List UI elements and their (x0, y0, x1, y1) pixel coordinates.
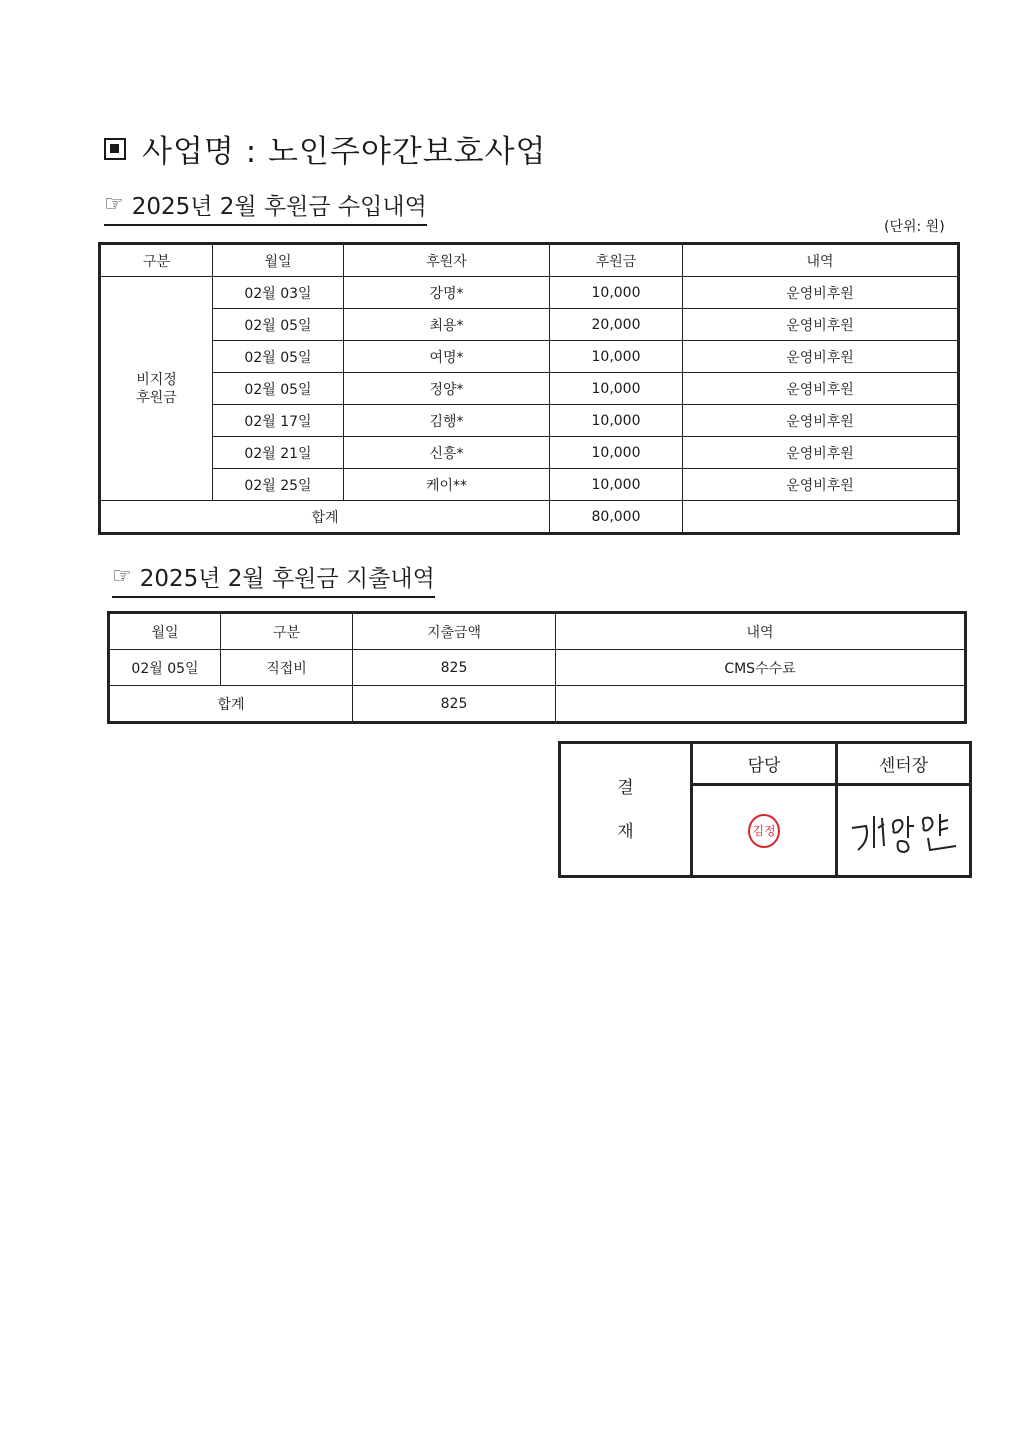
header-amount: 지출금액 (353, 613, 556, 650)
table-row (100, 277, 959, 309)
expense-table (107, 611, 967, 724)
page-title (104, 126, 547, 171)
total-label: 합계 (109, 686, 353, 723)
table-row (100, 405, 959, 437)
cell-date: 02월 05일 (109, 650, 221, 686)
table-row (100, 469, 959, 501)
income-header-row (100, 244, 959, 277)
total-row (109, 686, 966, 723)
cell-category: 직접비 (221, 650, 353, 686)
cell-detail: 운영비후원 (683, 373, 959, 405)
cell-category: 비지정 후원금 (100, 277, 213, 501)
approval-col-director: 센터장 (837, 743, 971, 785)
income-heading-text: 2025년 2월 후원금 수입내역 (131, 194, 427, 220)
handwritten-signature (844, 806, 964, 856)
header-category: 구분 (100, 244, 213, 277)
total-amount: 80,000 (550, 501, 683, 534)
expense-heading-text: 2025년 2월 후원금 지출내역 (139, 566, 435, 592)
income-section-heading (104, 188, 427, 226)
header-donor: 후원자 (344, 244, 550, 277)
cell-detail: 운영비후원 (683, 277, 959, 309)
total-detail (683, 501, 959, 534)
cell-detail: 운영비후원 (683, 341, 959, 373)
expense-section-heading (112, 560, 435, 598)
cell-date: 02월 05일 (213, 373, 344, 405)
expense-header-row (109, 613, 966, 650)
cell-amount: 10,000 (550, 469, 683, 501)
table-row (100, 373, 959, 405)
cell-donor: 강명* (344, 277, 550, 309)
cell-donor: 신흥* (344, 437, 550, 469)
cell-donor: 정양* (344, 373, 550, 405)
cell-date: 02월 05일 (213, 309, 344, 341)
approval-label-bottom: 재 (617, 821, 634, 842)
table-row (100, 341, 959, 373)
cell-donor: 김행* (344, 405, 550, 437)
cell-date: 02월 03일 (213, 277, 344, 309)
approval-box (558, 741, 972, 878)
cell-detail: CMS수수료 (556, 650, 966, 686)
cell-donor: 케이** (344, 469, 550, 501)
cell-amount: 10,000 (550, 373, 683, 405)
total-amount: 825 (353, 686, 556, 723)
cell-detail: 운영비후원 (683, 405, 959, 437)
cell-donor: 여명* (344, 341, 550, 373)
director-signature-cell (837, 785, 971, 877)
pointing-hand-icon: ☞ (112, 564, 132, 589)
page-title-text: 사업명 : 노인주야간보호사업 (142, 134, 547, 170)
header-date: 월일 (109, 613, 221, 650)
cell-detail: 운영비후원 (683, 309, 959, 341)
header-detail: 내역 (683, 244, 959, 277)
cell-amount: 10,000 (550, 341, 683, 373)
cell-amount: 10,000 (550, 277, 683, 309)
cell-date: 02월 05일 (213, 341, 344, 373)
cell-donor: 최용* (344, 309, 550, 341)
cell-date: 02월 21일 (213, 437, 344, 469)
square-bullet-icon (104, 138, 126, 160)
cell-detail: 운영비후원 (683, 437, 959, 469)
approval-label-top: 결 (617, 777, 634, 798)
table-row (100, 309, 959, 341)
total-row (100, 501, 959, 534)
header-amount: 후원금 (550, 244, 683, 277)
header-detail: 내역 (556, 613, 966, 650)
table-row (100, 437, 959, 469)
total-label: 합계 (100, 501, 550, 534)
manager-seal-cell (692, 785, 837, 877)
cell-date: 02월 25일 (213, 469, 344, 501)
unit-label: (단위: 원) (884, 219, 945, 235)
total-detail (556, 686, 966, 723)
approval-label (560, 743, 692, 877)
approval-col-manager: 담당 (692, 743, 837, 785)
seal-stamp: 김정 (748, 814, 780, 848)
table-row (109, 650, 966, 686)
header-date: 월일 (213, 244, 344, 277)
cell-amount: 825 (353, 650, 556, 686)
cell-amount: 10,000 (550, 405, 683, 437)
cell-detail: 운영비후원 (683, 469, 959, 501)
cell-amount: 20,000 (550, 309, 683, 341)
header-category: 구분 (221, 613, 353, 650)
cell-date: 02월 17일 (213, 405, 344, 437)
pointing-hand-icon: ☞ (104, 192, 124, 217)
income-table (98, 242, 960, 535)
cell-amount: 10,000 (550, 437, 683, 469)
